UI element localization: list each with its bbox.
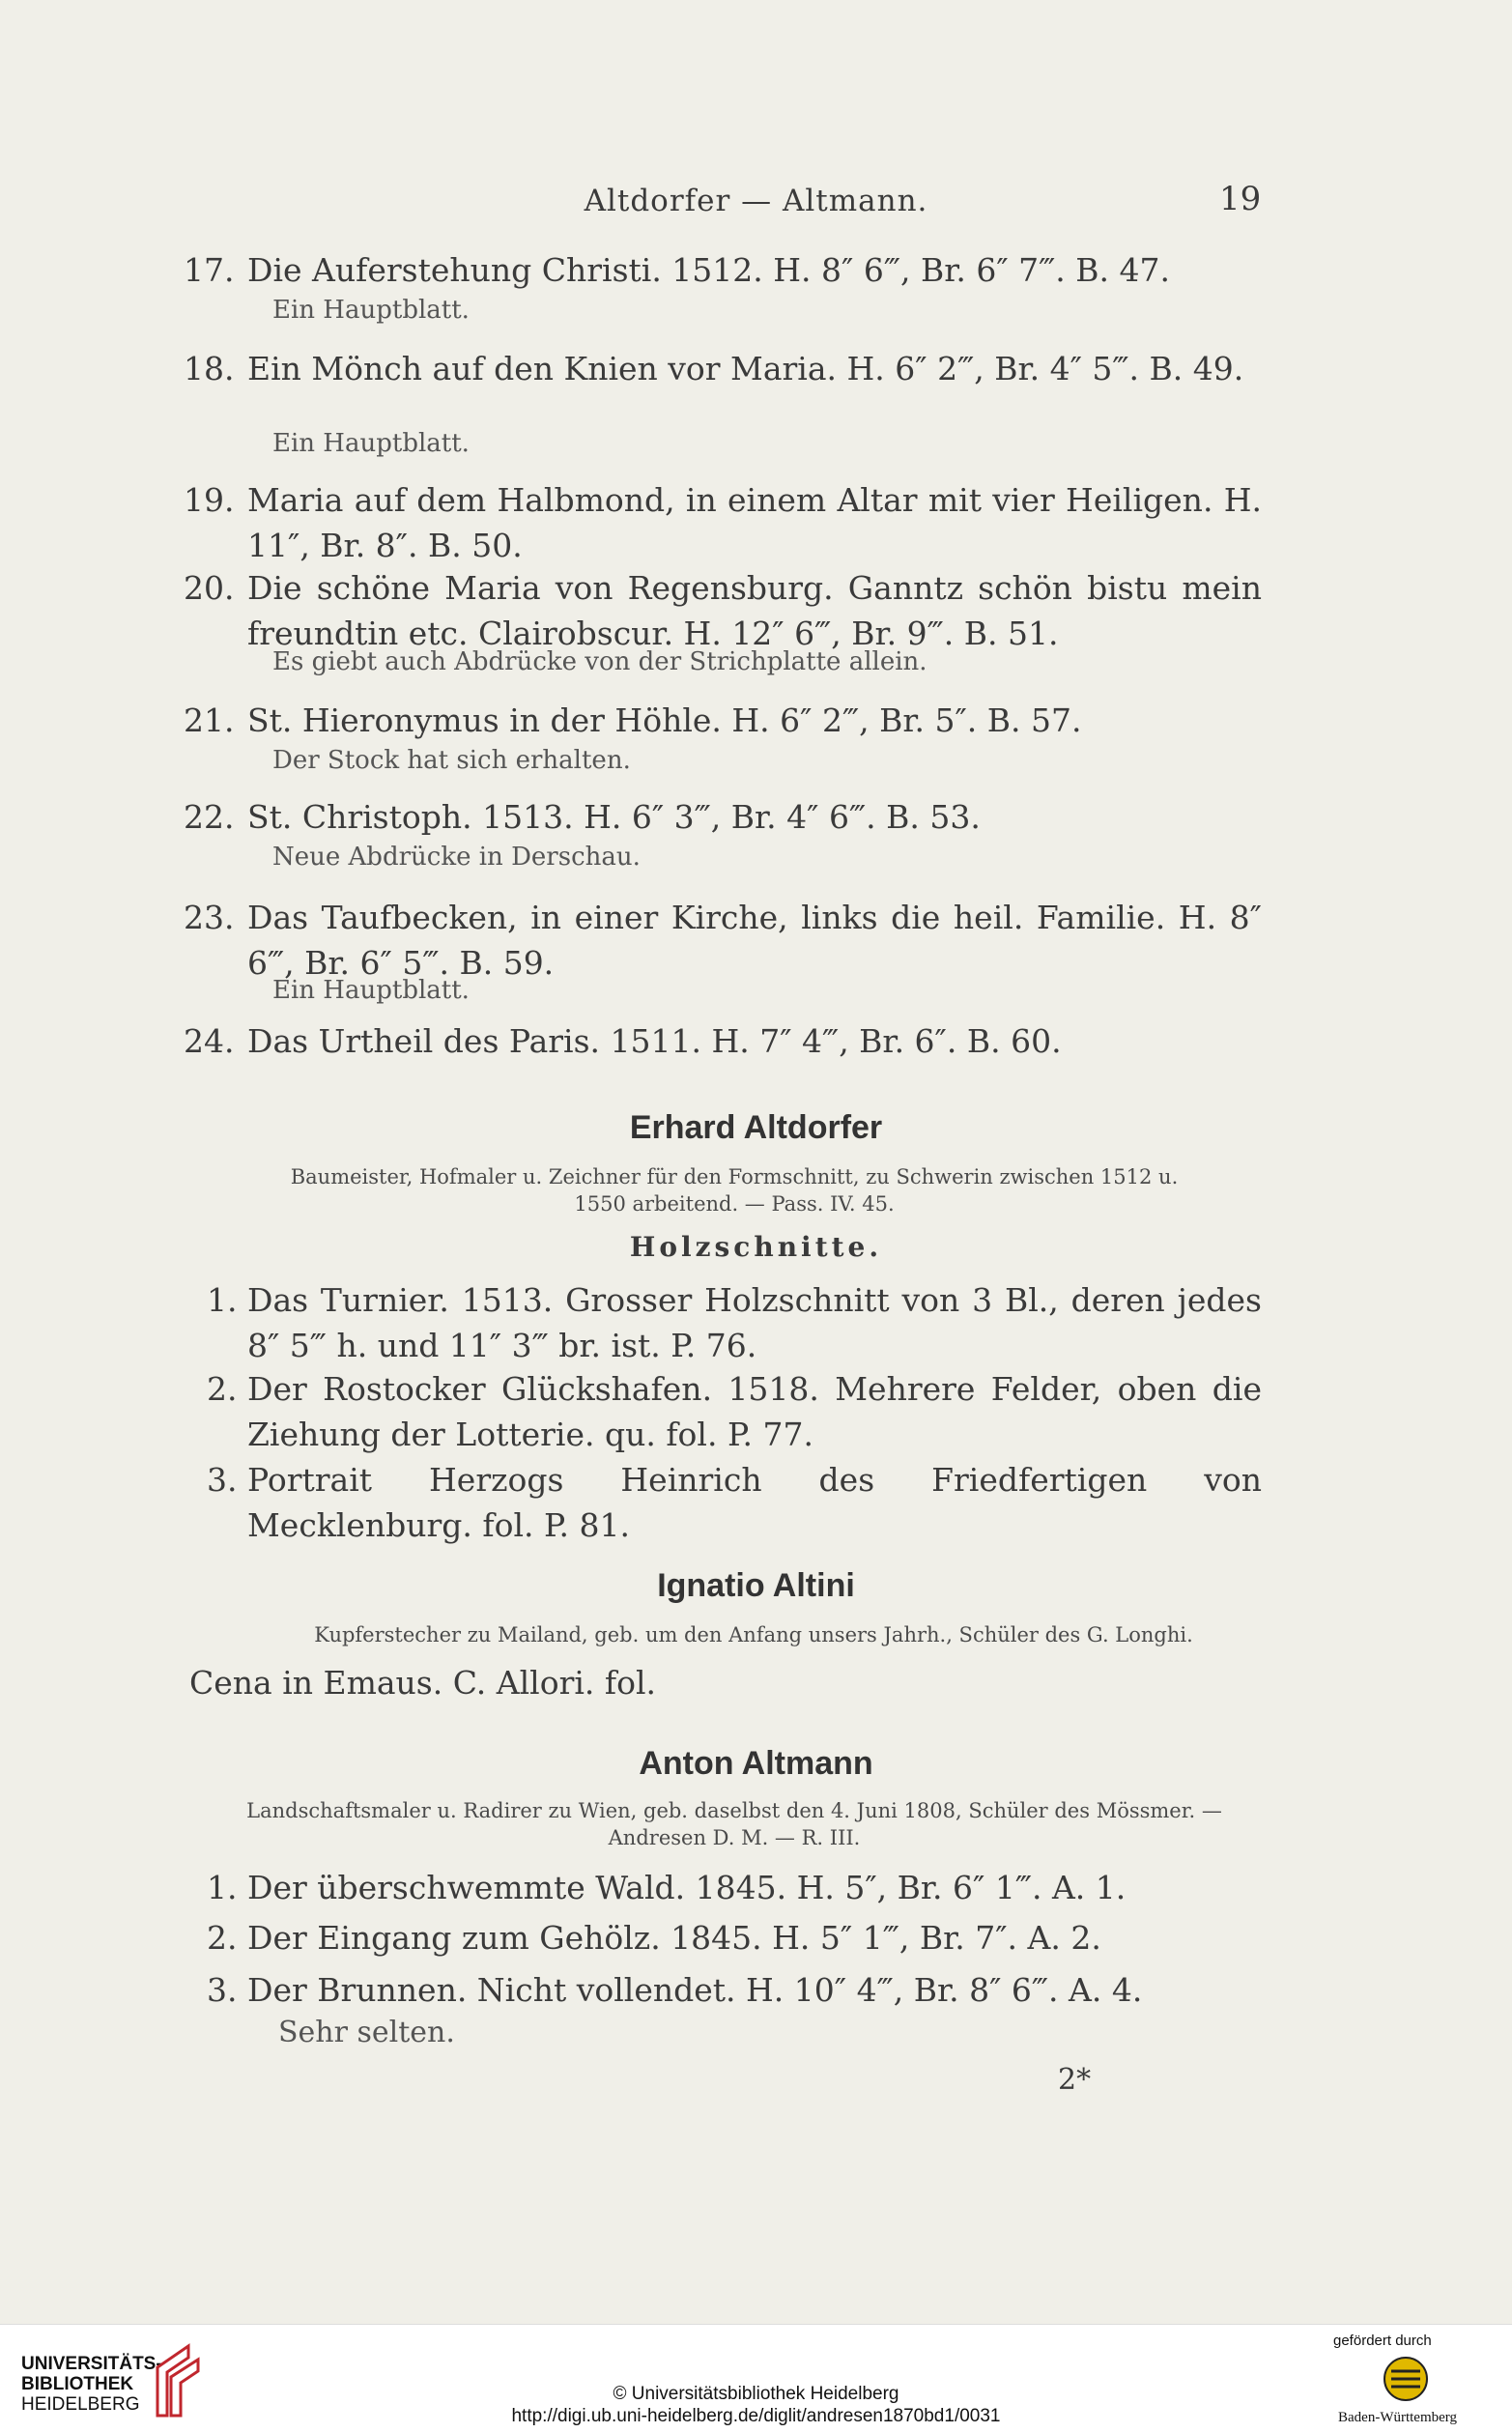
- entry-text: Der Eingang zum Gehölz. 1845. H. 5″ 1‴, Br. 7″. A. 2.: [247, 1919, 1101, 1957]
- state-name: Baden-Württemberg: [1338, 2410, 1458, 2425]
- logo-line: UNIVERSITÄTS-: [21, 2354, 162, 2374]
- running-header: Altdorfer — Altmann.: [584, 184, 928, 218]
- entry-number: 21.: [184, 701, 235, 739]
- entry-text: Das Turnier. 1513. Grosser Holzschnitt von 3 Bl., deren jedes 8″ 5‴ h. und 11″ 3‴ br. ist. P. 76.: [247, 1281, 1262, 1364]
- entry-note: Der Stock hat sich erhalten.: [272, 746, 631, 775]
- artist-bio: Kupferstecher zu Mailand, geb. um den Anfang unsers Jahrh., Schüler des G. Longhi.: [314, 1623, 1193, 1646]
- entry-number: 3.: [207, 1461, 238, 1499]
- entry-text: Die schöne Maria von Regensburg. Ganntz schön bistu mein freundtin etc. Clairobscur. H. 12″ 6‴, Br. 9‴. B. 51.: [247, 569, 1262, 652]
- entry-number: 24.: [184, 1022, 235, 1060]
- entry-number: 19.: [184, 481, 235, 519]
- entry-number: 2.: [207, 1919, 238, 1957]
- entry-text: Portrait Herzogs Heinrich des Friedfertigen von Mecklenburg. fol. P. 81.: [247, 1461, 1262, 1544]
- entry-note: Es giebt auch Abdrücke von der Strichplatte allein.: [272, 647, 927, 676]
- entry-text: St. Hieronymus in der Höhle. H. 6″ 2‴, Br. 5″. B. 57.: [247, 701, 1082, 739]
- entry-note: Sehr selten.: [278, 2016, 455, 2049]
- logo-line: BIBLIOTHEK: [21, 2374, 134, 2394]
- entry-note: Ein Hauptblatt.: [272, 296, 470, 325]
- artist-bio: Landschaftsmaler u. Radirer zu Wien, geb. daselbst den 4. Juni 1808, Schüler des Mössmer. — Andresen D. M. — R. III.: [246, 1799, 1222, 1849]
- entry-note: Ein Hauptblatt.: [272, 976, 470, 1005]
- permalink[interactable]: http://digi.ub.uni-heidelberg.de/diglit/andresen1870bd1/0031: [511, 2406, 1001, 2426]
- entry-note: Neue Abdrücke in Derschau.: [272, 843, 641, 872]
- copyright-block: [0, 2383, 1512, 2427]
- artist-heading: Anton Altmann: [639, 1745, 873, 1782]
- entry-number: 17.: [184, 251, 235, 289]
- entry-text: Der Brunnen. Nicht vollendet. H. 10″ 4‴, Br. 8″ 6‴. A. 4.: [247, 1971, 1143, 2009]
- entry-number: 1.: [207, 1869, 238, 1906]
- entry-text: Das Taufbecken, in einer Kirche, links die heil. Familie. H. 8″ 6‴, Br. 6″ 5‴. B. 59.: [247, 899, 1262, 982]
- entry-text: Die Auferstehung Christi. 1512. H. 8″ 6‴, Br. 6″ 7‴. B. 47.: [247, 251, 1171, 289]
- artist-heading: Erhard Altdorfer: [629, 1109, 883, 1146]
- entry-text: Der überschwemmte Wald. 1845. H. 5″, Br. 6″ 1‴. A. 1.: [247, 1869, 1127, 1906]
- artist-bio: [242, 1163, 1227, 1217]
- entry-note: Ein Hauptblatt.: [272, 429, 470, 458]
- entry-number: 1.: [207, 1281, 238, 1319]
- entry-text: Maria auf dem Halbmond, in einem Altar mit vier Heiligen. H. 11″, Br. 8″. B. 50.: [247, 481, 1262, 564]
- copyright-text: © Universitätsbibliothek Heidelberg: [613, 2384, 899, 2404]
- logo-line: HEIDELBERG: [21, 2394, 140, 2415]
- entry-number: 3.: [207, 1971, 238, 2009]
- footer-bar: [0, 2324, 1512, 2433]
- crest-icon: [1382, 2354, 1430, 2404]
- entry-text: Cena in Emaus. C. Allori. fol.: [189, 1664, 657, 1702]
- entry-text: Das Urtheil des Paris. 1511. H. 7″ 4‴, Br. 6″. B. 60.: [247, 1022, 1062, 1060]
- entry-text: Ein Mönch auf den Knien vor Maria. H. 6″ 2‴, Br. 4″ 5‴. B. 49.: [247, 350, 1244, 387]
- funded-by-text: gefördert durch: [1333, 2333, 1432, 2349]
- entry-number: 20.: [184, 569, 235, 607]
- section-heading: Holzschnitte.: [629, 1231, 883, 1263]
- entry-number: 23.: [184, 899, 235, 936]
- artist-heading: Ignatio Altini: [657, 1567, 855, 1604]
- bio-line: 1550 arbeitend. — Pass. IV. 45.: [574, 1192, 895, 1216]
- bio-line: Baumeister, Hofmaler u. Zeichner für den Formschnitt, zu Schwerin zwischen 1512 u.: [290, 1165, 1179, 1188]
- entry-text: Der Rostocker Glückshafen. 1518. Mehrere Felder, oben die Ziehung der Lotterie. qu. fol. P. 77.: [247, 1370, 1262, 1453]
- entry-number: 22.: [184, 798, 235, 836]
- entry-text: St. Christoph. 1513. H. 6″ 3‴, Br. 4″ 6‴. B. 53.: [247, 798, 981, 836]
- entry-number: 18.: [184, 350, 235, 387]
- entry-number: 2.: [207, 1370, 238, 1408]
- page-number: 19: [1219, 180, 1262, 218]
- signature-mark: 2*: [1058, 2063, 1092, 2097]
